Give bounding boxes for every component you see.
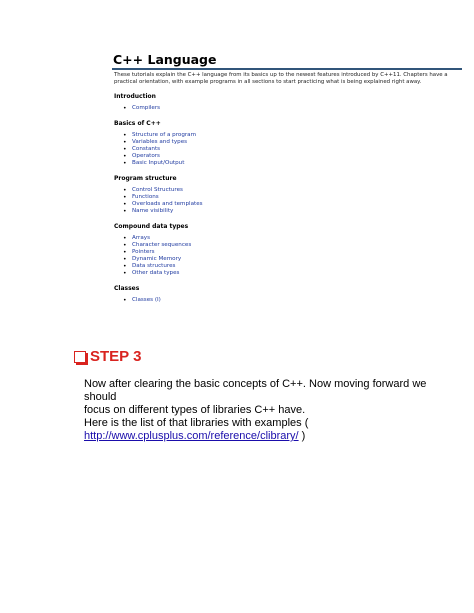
section-heading: Compound data types (114, 223, 189, 230)
tutorial-link-label: Structure of a program (132, 132, 197, 138)
bullet-icon: • (123, 187, 127, 194)
tutorial-link-label: Variables and types (132, 139, 188, 145)
tutorial-link-label: Dynamic Memory (132, 256, 182, 262)
tutorial-link-label: Classes (I) (132, 297, 161, 303)
paragraph-line-3: Here is the list of that libraries with examples ( (84, 417, 309, 429)
bullet-icon: • (123, 146, 127, 153)
section-items (112, 132, 462, 167)
tutorial-link[interactable] (123, 139, 462, 146)
section-items (112, 105, 462, 112)
bullet-icon: • (123, 153, 127, 160)
bullet-icon: • (123, 242, 127, 249)
tutorial-link[interactable] (123, 105, 462, 112)
bullet-icon: • (123, 201, 127, 208)
tutorial-link[interactable] (123, 297, 462, 304)
bullet-icon: • (123, 132, 127, 139)
step-paragraph (84, 378, 434, 443)
section-heading: Basics of C++ (114, 120, 161, 127)
tutorial-link[interactable] (123, 249, 462, 256)
section-heading: Program structure (114, 175, 177, 182)
tutorial-link-label: Constants (132, 146, 161, 152)
bullet-icon: • (123, 235, 127, 242)
paragraph-line-2: focus on different types of libraries C++ have. (84, 404, 306, 416)
section-list (112, 93, 462, 304)
tutorial-link[interactable] (123, 270, 462, 277)
section-items (112, 187, 462, 215)
bullet-icon: • (123, 263, 127, 270)
tutorial-link[interactable] (123, 153, 462, 160)
bullet-icon: • (123, 270, 127, 277)
section-heading: Classes (114, 285, 140, 292)
step-label: STEP 3 (90, 348, 142, 365)
paragraph-line-4 (84, 430, 434, 443)
tutorial-link-label: Character sequences (132, 242, 192, 248)
tutorial-link-label: Pointers (132, 249, 155, 255)
page-title: C++ Language (113, 52, 217, 67)
tutorial-link[interactable] (123, 263, 462, 270)
clibrary-link[interactable]: http://www.cplusplus.com/reference/clibrary/ (84, 430, 299, 442)
tutorial-link[interactable] (123, 208, 462, 215)
tutorial-link-label: Name visibility (132, 208, 174, 214)
tutorial-link-label: Functions (132, 194, 159, 200)
tutorial-link[interactable] (123, 194, 462, 201)
tutorial-link-label: Operators (132, 153, 160, 159)
tutorial-link-label: Other data types (132, 270, 180, 276)
tutorial-link-label: Basic Input/Output (132, 160, 185, 166)
tutorial-link-label: Control Structures (132, 187, 183, 193)
tutorial-link[interactable] (123, 160, 462, 167)
tutorial-link[interactable] (123, 132, 462, 139)
step-heading (74, 348, 141, 365)
tutorial-link-label: Data structures (132, 263, 176, 269)
section-items (112, 235, 462, 277)
tutorial-link[interactable] (123, 242, 462, 249)
bullet-icon: • (123, 194, 127, 201)
bullet-icon: • (123, 160, 127, 167)
bullet-icon: • (123, 208, 127, 215)
section-items (112, 297, 462, 304)
bullet-icon: • (123, 297, 127, 304)
tutorial-link[interactable] (123, 256, 462, 263)
intro-text: These tutorials explain the C++ language from its basics up to the newest features introduced by C++11. Chapters have a practical orientation, with example programs in all sections to start practicing what is being explained right away. (114, 72, 448, 85)
tutorial-link-label: Overloads and templates (132, 201, 203, 207)
tutorial-link[interactable] (123, 187, 462, 194)
bullet-icon: • (123, 139, 127, 146)
tutorial-link[interactable] (123, 201, 462, 208)
bullet-icon: • (123, 105, 127, 112)
tutorial-link[interactable] (123, 235, 462, 242)
bullet-icon: • (123, 256, 127, 263)
tutorial-link[interactable] (123, 146, 462, 153)
paragraph-line-1: Now after clearing the basic concepts of C++. Now moving forward we should (84, 378, 427, 403)
bullet-icon: • (123, 249, 127, 256)
checkbox-bullet-icon (74, 351, 86, 363)
embedded-screenshot (112, 52, 462, 336)
tutorial-link-label: Compilers (132, 105, 161, 111)
tutorial-link-label: Arrays (132, 235, 150, 241)
section-heading: Introduction (114, 93, 156, 100)
paragraph-close: ) (298, 430, 306, 442)
title-rule (112, 68, 462, 70)
